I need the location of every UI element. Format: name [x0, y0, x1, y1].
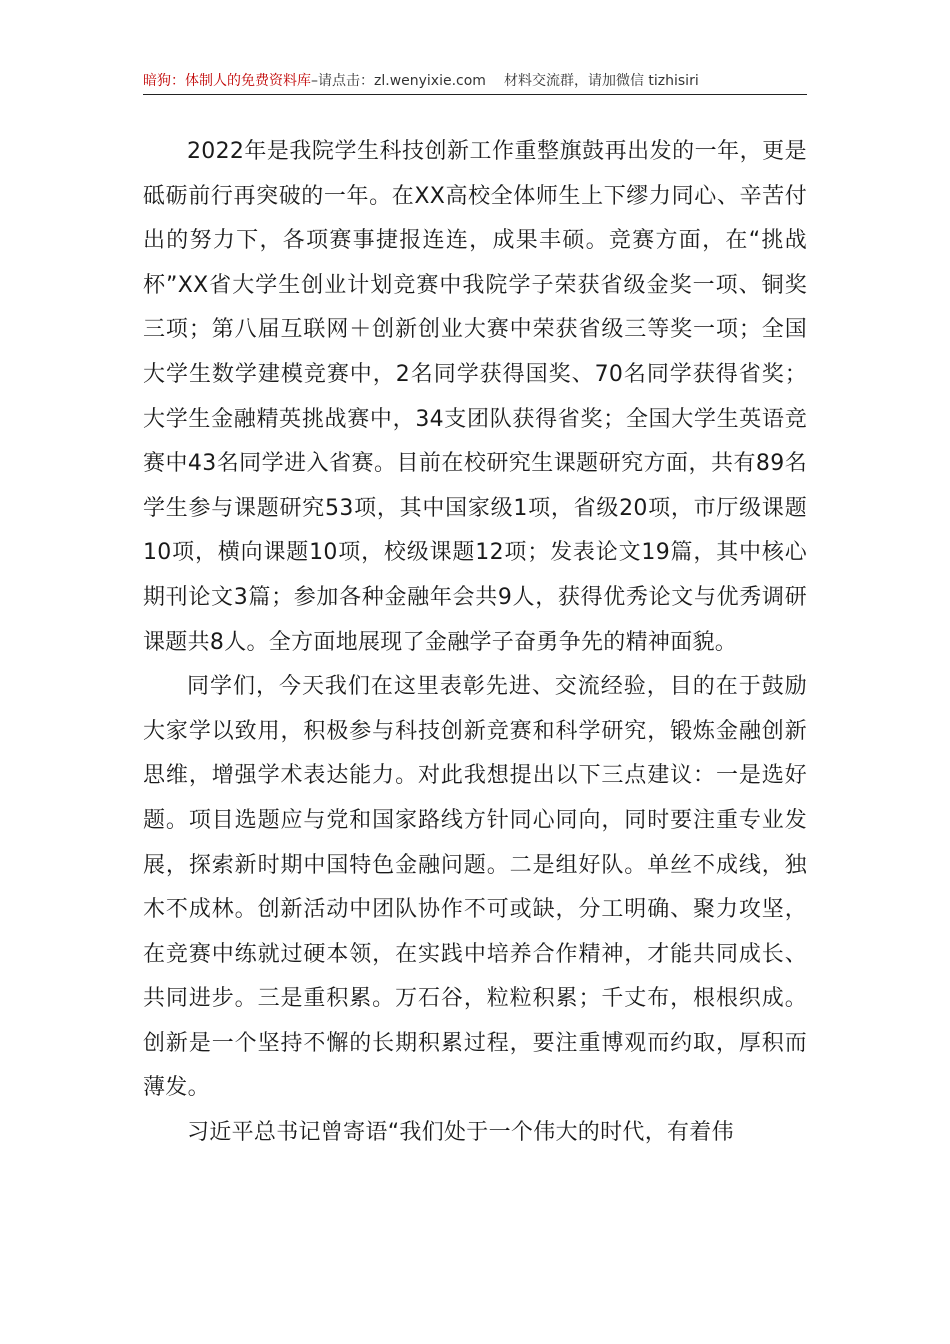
paragraph-quote: 习近平总书记曾寄语“我们处于一个伟大的时代，有着伟: [187, 1120, 734, 1146]
paragraph-achievements: 2022年是我院学生科技创新工作重整旗鼓再出发的一年，更是砥砺前行再突破的一年。在XX高校全体师生上下缪力同心、辛苦付出的努力下，各项赛事捷报连连，成果丰硕。竞赛方面，在“挑战杯”XX省大学生创业计划竞赛中我院学子荣获省级金奖一项、铜奖三项；第八届互联网＋创新创业大赛中荣获省级三等奖一项；全国大学生数学建模竞赛中，2名同学获得国奖、70名同学获得省奖；大学生金融精英挑战赛中，34支团队获得省奖；全国大学生英语竞赛中43名同学进入省赛。目前在校研究生课题研究方面，共有89名学生参与课题研究53项，其中国家级1项，省级20项，市厅级课题10项，横向课题10项，校级课题12项；发表论文19篇，其中核心期刊论文3篇；参加各种金融年会共9人，获得优秀论文与优秀调研课题共8人。全方面地展现了金融学子奋勇争先的精神面貌。: [143, 139, 807, 655]
paragraph-suggestions: 同学们，今天我们在这里表彰先进、交流经验，目的在于鼓励大家学以致用，积极参与科技创新竞赛和科学研究，锻炼金融创新思维，增强学术表达能力。对此我想提出以下三点建议：一是选好题。项目选题应与党和国家路线方针同心同向，同时要注重专业发展，探索新时期中国特色金融问题。二是组好队。单丝不成线，独木不成林。创新活动中团队协作不可或缺，分工明确、聚力攻坚，在竞赛中练就过硬本领，在实践中培养合作精神，才能共同成长、共同进步。三是重积累。万石谷，粒粒积累；千丈布，根根织成。创新是一个坚持不懈的长期积累过程，要注重博观而约取，厚积而薄发。: [143, 674, 807, 1101]
page-header: [143, 70, 807, 92]
header-divider: [143, 94, 807, 95]
site-name: 暗狗：体制人的免费资料库: [143, 73, 311, 89]
click-prompt: –请点击：: [311, 73, 374, 89]
group-note: 材料交流群，请加微信 tizhisiri: [503, 73, 699, 89]
document-body: [143, 130, 807, 1156]
site-url-link[interactable]: zl.wenyixie.com: [374, 73, 486, 89]
